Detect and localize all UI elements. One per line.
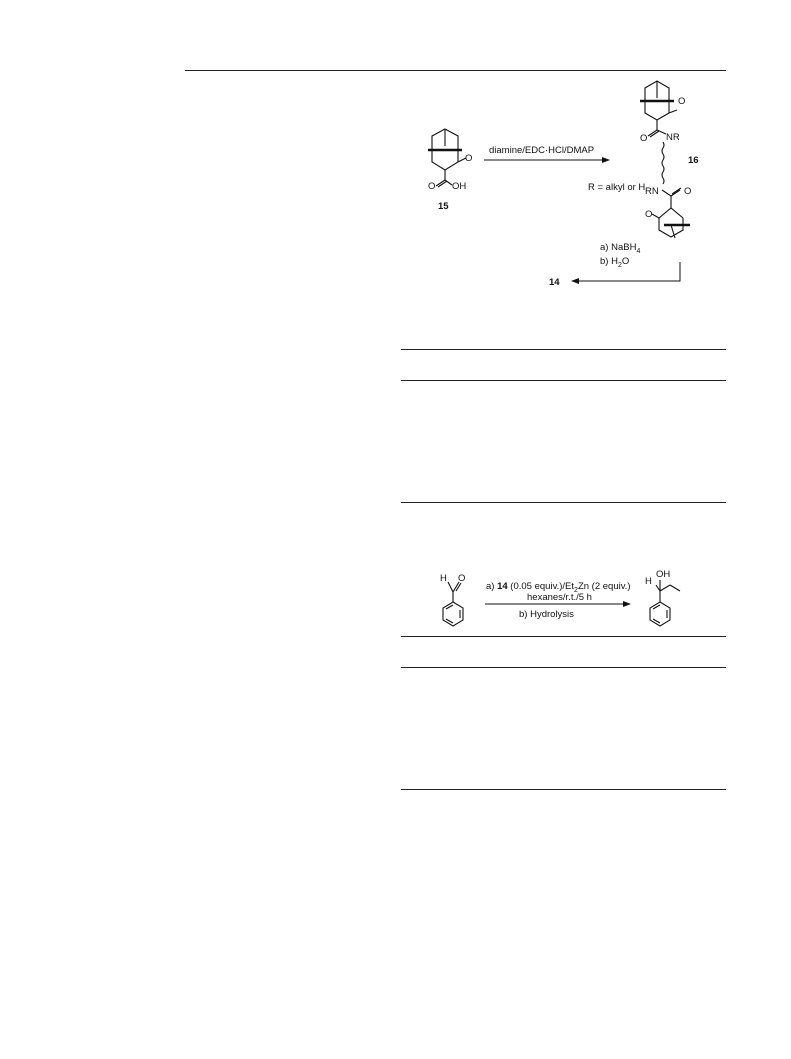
atom-rn: RN [645, 186, 659, 197]
compound-14-label: 14 [549, 277, 560, 288]
atom-nr: NR [666, 132, 680, 143]
step2-h2o: b) $H_2O$ [600, 256, 630, 269]
condition-a: a) 14 (0.05 $equiv.)/Et_2Zn$ (2 equiv.) [486, 581, 631, 594]
benzaldehyde-structure [443, 582, 463, 626]
condition-b: b) Hydrolysis [519, 609, 574, 620]
reagent-step1: diamine/EDC·HCl/DMAP [489, 145, 595, 156]
compound-15-label: 15 [438, 201, 449, 212]
atom-o-16-amide2: O [684, 186, 692, 197]
atom-o-16-top: O [678, 96, 686, 107]
atom-o-15: O [465, 153, 473, 164]
atom-h-benzaldehyde: H [440, 573, 447, 584]
phenylpropanol-structure [650, 580, 680, 626]
condition-line2: hexanes/r.t./5 h [527, 592, 592, 603]
atom-oh-15: OH [452, 181, 467, 192]
atom-o-benzaldehyde: O [458, 573, 466, 584]
atom-o-acid-15: O [428, 181, 436, 192]
atom-o-16-bottom: O [645, 209, 653, 220]
step2-nabh4: a) NaBH$_4$ [600, 242, 641, 255]
atom-o-16-amide: O [640, 133, 648, 144]
r-definition: R = alkyl or H [588, 182, 646, 193]
compound-16-label: 16 [688, 155, 699, 166]
atom-h-product: H [645, 576, 652, 587]
atom-oh-product: OH [656, 569, 671, 580]
